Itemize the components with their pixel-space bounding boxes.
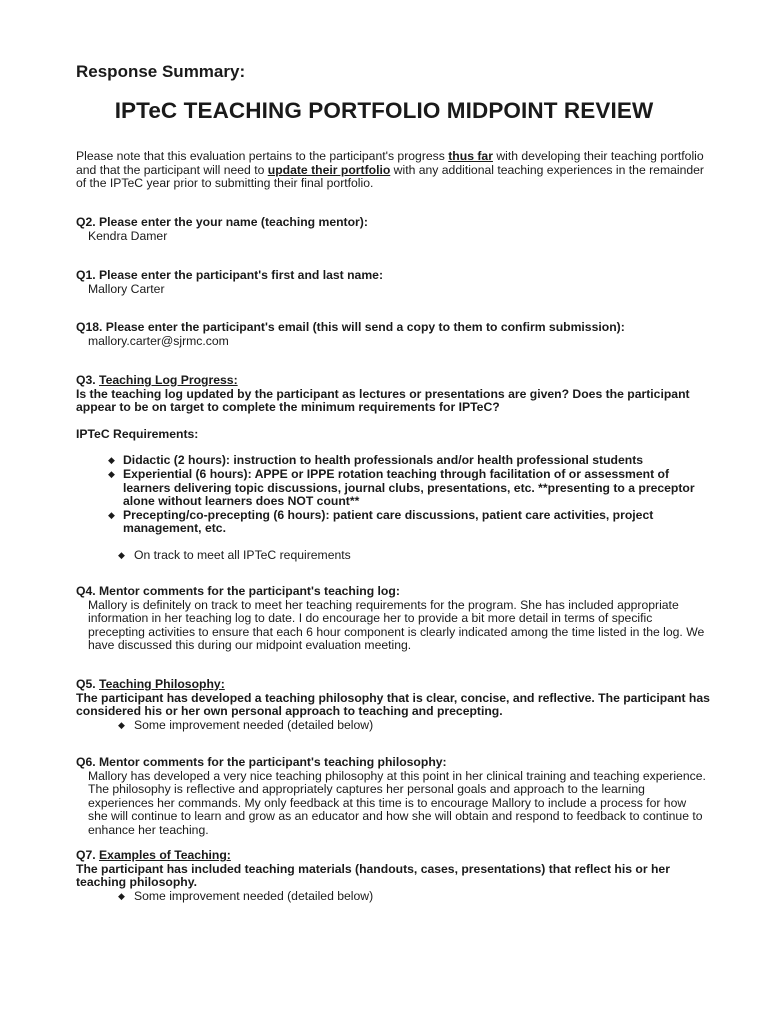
answer-text: Mallory is definitely on track to meet her teaching requirements for the program. She has included appropriate information in her teaching log to date. I do encourage her to provide a bit more detail in terms of specific precepting activities to ensure that each 6 hour component is clearly indicated among the time listed in the log. We have discussed this during our midpoint evaluation meeting. <box>88 597 705 653</box>
requirement-item <box>76 468 716 509</box>
question-label: Q18. Please enter the participant's email (this will send a copy to them to confirm submission): <box>76 320 625 334</box>
question-q4 <box>76 585 716 653</box>
answer-text: Kendra Damer <box>88 228 168 243</box>
selected-answer <box>76 890 716 904</box>
requirement-text: Precepting/co-precepting (6 hours): patient care discussions, patient care activities, project management, etc. <box>123 507 654 536</box>
question-text: The participant has included teaching materials (handouts, cases, presentations) that reflect his or her teaching philosophy. <box>76 861 670 890</box>
question-text: The participant has developed a teaching philosophy that is clear, concise, and reflective. The participant has considered his or her own personal approach to teaching and precepting. <box>76 690 710 719</box>
requirements-list <box>76 454 716 536</box>
question-q2 <box>76 216 716 243</box>
answer-text: Some improvement needed (detailed below) <box>134 717 374 732</box>
question-prefix: Q3. <box>76 373 100 387</box>
question-label: Q2. Please enter the your name (teaching mentor): <box>76 215 368 229</box>
question-q1 <box>76 269 716 296</box>
answer-text: Mallory Carter <box>88 281 165 296</box>
section-title: Teaching Philosophy: <box>99 677 225 691</box>
question-q5 <box>76 678 716 732</box>
diamond-bullet-icon: ◆ <box>108 455 115 466</box>
question-prefix: Q7. <box>76 848 100 862</box>
intro-paragraph <box>76 150 706 191</box>
intro-text-3: with any additional teaching experiences in the remainder of the IPTeC year prior to submitting their final portfolio. <box>76 162 704 190</box>
question-q18 <box>76 321 716 348</box>
section-title: Teaching Log Progress: <box>99 373 238 387</box>
requirement-item <box>76 454 716 468</box>
question-label: Q1. Please enter the participant's first and last name: <box>76 268 384 282</box>
question-q7 <box>76 849 716 903</box>
section-title: Examples of Teaching: <box>99 848 231 862</box>
question-label <box>76 678 716 692</box>
diamond-bullet-icon: ◆ <box>118 890 125 901</box>
page-title: IPTeC TEACHING PORTFOLIO MIDPOINT REVIEW <box>114 98 654 123</box>
selected-answer <box>76 719 716 733</box>
intro-emphasis-update-portfolio: update their portfolio <box>267 162 391 177</box>
question-label: Q4. Mentor comments for the participant's teaching log: <box>76 584 400 598</box>
requirement-item <box>76 509 716 536</box>
question-q6 <box>76 756 716 838</box>
intro-text-1: Please note that this evaluation pertains to the participant's progress <box>76 149 449 163</box>
question-prefix: Q5. <box>76 677 100 691</box>
question-label <box>76 374 716 388</box>
answer-text: Mallory has developed a very nice teaching philosophy at this point in her clinical training and teaching experience. The philosophy is reflective and appropriately captures her personal goals and approach to the learning experiences her commands. My only feedback at this time is to encourage Mallory to include a process for how she will continue to learn and grow as an educator and how she will obtain and respond to feedback to continue to enhance her teaching. <box>88 768 706 837</box>
question-label <box>76 849 716 863</box>
diamond-bullet-icon: ◆ <box>118 719 125 730</box>
intro-emphasis-thus-far: thus far <box>448 149 493 163</box>
selected-answer <box>76 549 716 563</box>
question-text: Is the teaching log updated by the participant as lectures or presentations are given? Does the participant appear to be on target to complete the minimum requirements for IPTeC? <box>76 386 690 415</box>
requirement-text: Experiential (6 hours): APPE or IPPE rotation teaching through facilitation of or assessment of learners delivering topic discussions, journal clubs, presentations, etc. **presenting to a preceptor alone without learners does NOT count** <box>123 466 695 509</box>
question-q3 <box>76 374 716 563</box>
answer-text: Some improvement needed (detailed below) <box>134 888 374 903</box>
response-summary-heading: Response Summary: <box>76 62 246 81</box>
diamond-bullet-icon: ◆ <box>108 509 115 520</box>
question-label: Q6. Mentor comments for the participant's teaching philosophy: <box>76 755 447 769</box>
requirements-heading: IPTeC Requirements: <box>76 426 199 441</box>
intro-text-2: with developing their teaching portfolio and that the participant will need to <box>76 149 704 177</box>
requirement-text: Didactic (2 hours): instruction to health professionals and/or health professional students <box>123 453 644 468</box>
answer-text: On track to meet all IPTeC requirements <box>134 547 351 562</box>
diamond-bullet-icon: ◆ <box>108 468 115 479</box>
answer-text: mallory.carter@sjrmc.com <box>88 333 229 348</box>
diamond-bullet-icon: ◆ <box>118 549 125 560</box>
